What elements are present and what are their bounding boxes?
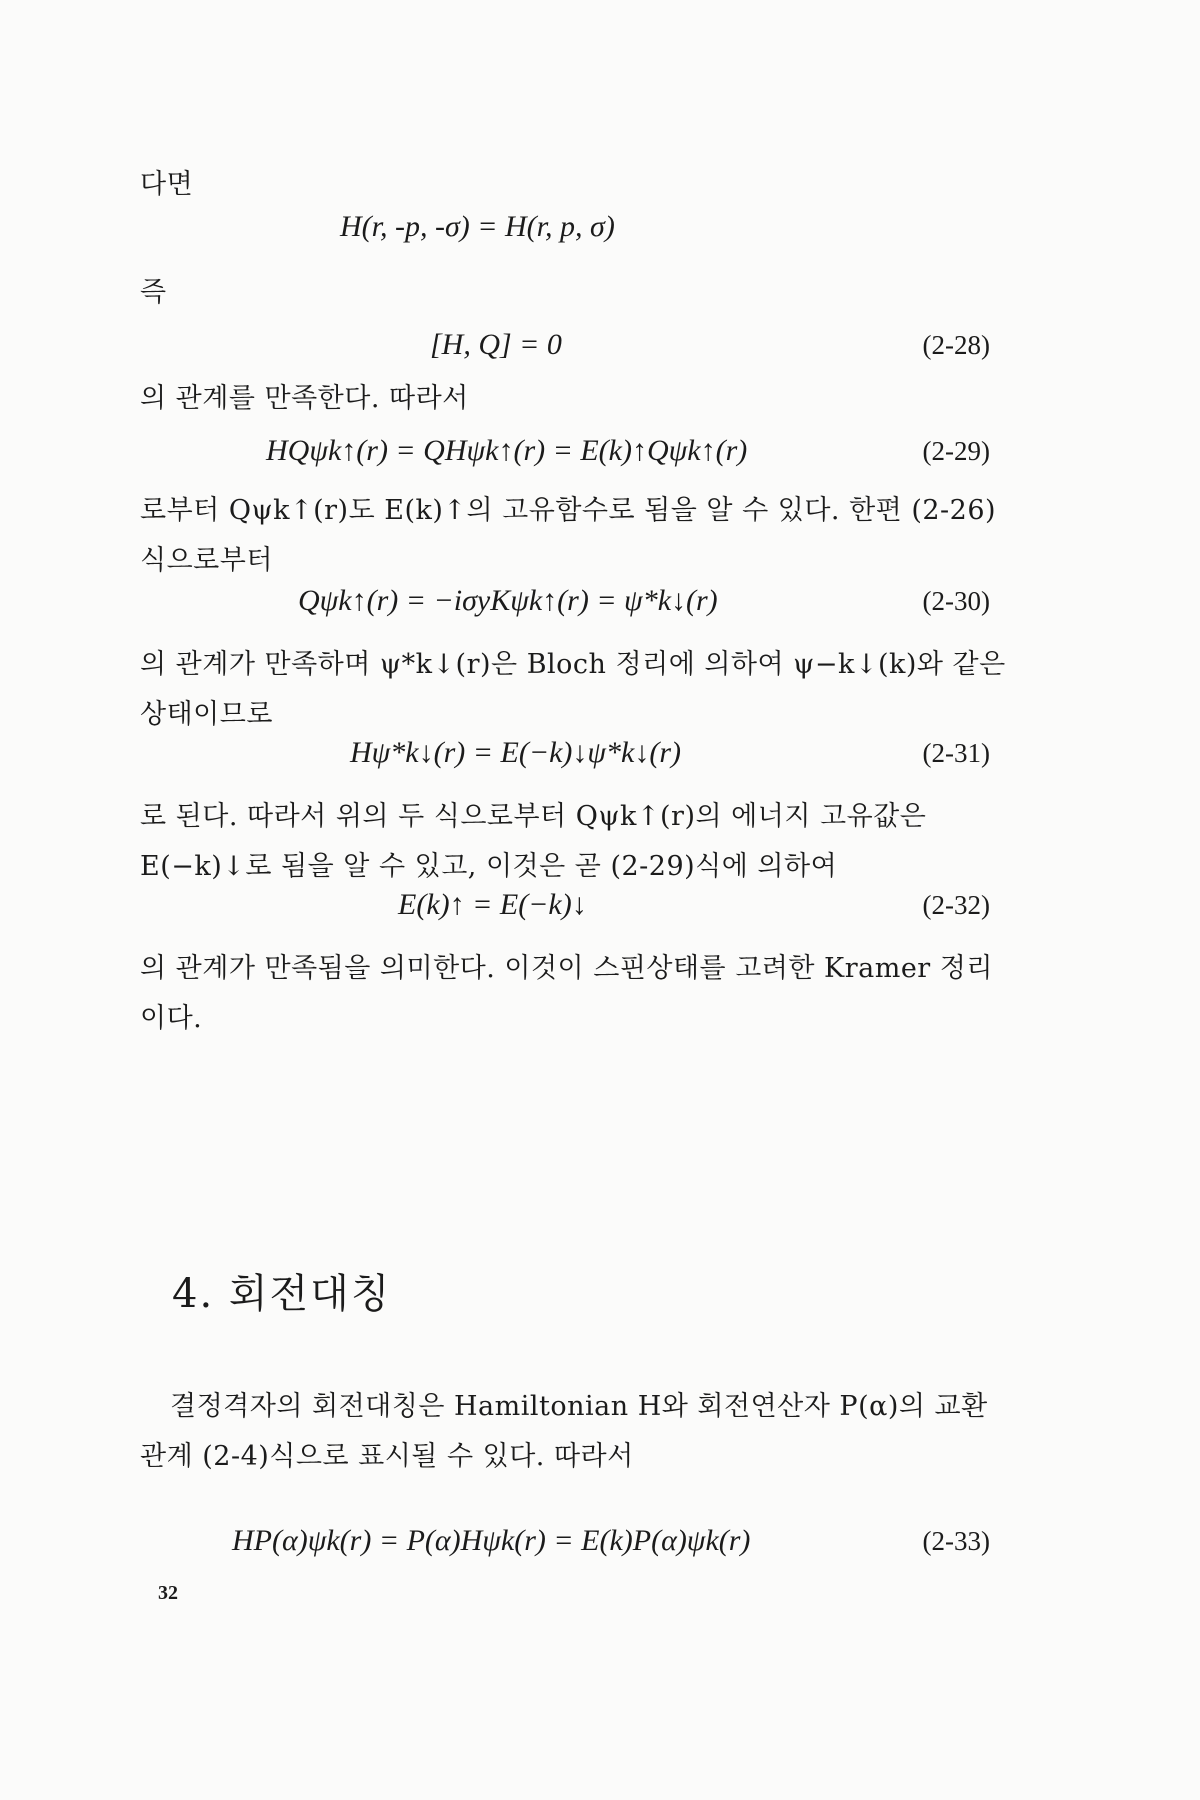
equation: Qψk↑(r) = −iσyKψk↑(r) = ψ*k↓(r) bbox=[298, 584, 718, 617]
equation-number: (2-31) bbox=[922, 738, 990, 768]
paragraph: 결정격자의 회전대칭은 Hamiltonian H와 회전연산자 P(α)의 교환관계 (2-4)식으로 표시될 수 있다. 따라서 bbox=[140, 1391, 988, 1472]
equation: Hψ*k↓(r) = E(−k)↓ψ*k↓(r) bbox=[350, 736, 681, 769]
equation-number: (2-30) bbox=[922, 586, 990, 616]
equation: [H, Q] = 0 bbox=[430, 328, 562, 361]
equation-number: (2-32) bbox=[922, 890, 990, 920]
equation: H(r, -p, -σ) = H(r, p, σ) bbox=[340, 210, 615, 243]
paragraph: 다면 bbox=[140, 169, 194, 200]
equation: HP(α)ψk(r) = P(α)Hψk(r) = E(k)P(α)ψk(r) bbox=[232, 1524, 751, 1557]
equation: E(k)↑ = E(−k)↓ bbox=[398, 888, 587, 921]
paragraph: 로 된다. 따라서 위의 두 식으로부터 Qψk↑(r)의 에너지 고유값은 E(−k)↓로 됨을 알 수 있고, 이것은 곧 (2-29)식에 의하여 bbox=[140, 801, 927, 882]
paragraph: 의 관계를 만족한다. 따라서 bbox=[140, 383, 469, 414]
paragraph: 의 관계가 만족하며 ψ*k↓(r)은 Bloch 정리에 의하여 ψ−k↓(k)와 같은 상태이므로 bbox=[140, 649, 1006, 730]
equation-number: (2-29) bbox=[922, 436, 990, 466]
equation: HQψk↑(r) = QHψk↑(r) = E(k)↑Qψk↑(r) bbox=[266, 434, 748, 467]
paragraph: 즉 bbox=[140, 277, 167, 308]
equation-number: (2-28) bbox=[922, 330, 990, 360]
section-heading: 4. 회전대칭 bbox=[172, 1271, 392, 1317]
paragraph: 의 관계가 만족됨을 의미한다. 이것이 스핀상태를 고려한 Kramer 정리이다. bbox=[140, 953, 993, 1034]
paragraph: 로부터 Qψk↑(r)도 E(k)↑의 고유함수로 됨을 알 수 있다. 한편 (2-26)식으로부터 bbox=[140, 495, 997, 576]
page-number: 32 bbox=[158, 1582, 178, 1604]
equation-number: (2-33) bbox=[922, 1526, 990, 1556]
